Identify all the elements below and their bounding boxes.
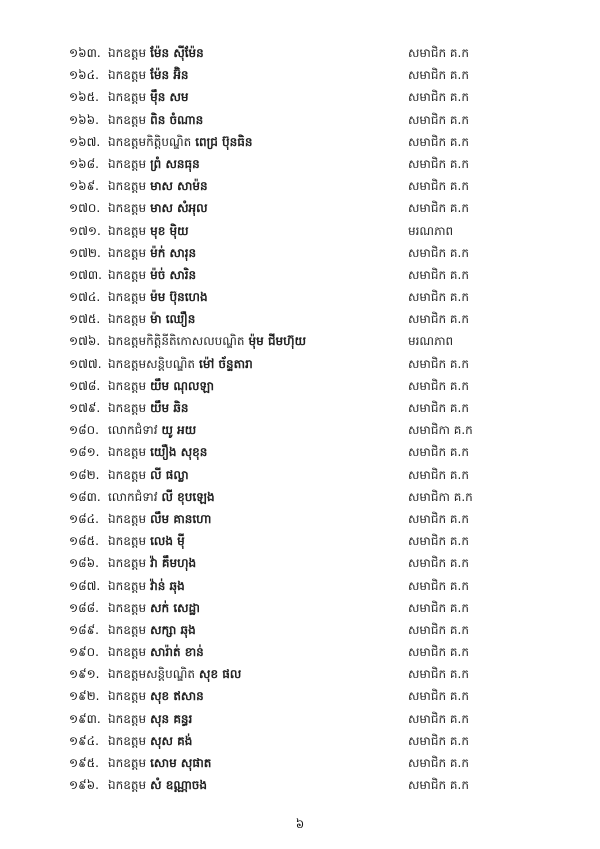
honorific: ឯកឧត្តម xyxy=(108,556,147,571)
item-number: ១៧៤. xyxy=(69,290,101,305)
list-item xyxy=(0,242,600,264)
member-name: ម៉ែន ស៊ីម៉ែន xyxy=(150,46,204,60)
honorific: ឯកឧត្តម xyxy=(108,445,147,460)
item-number: ១៨៦. xyxy=(69,556,99,571)
list-item xyxy=(0,774,600,796)
member-role: សមាជិក គ.ក xyxy=(408,711,469,726)
member-role: សមាជិក គ.ក xyxy=(408,622,469,637)
member-name: សារ៉ាត់ ខាន់ xyxy=(150,645,204,660)
member-name: ម៉ុម ជីមហ៊ុយ xyxy=(248,334,307,349)
item-number: ១៨៨. xyxy=(69,600,99,615)
member-name: សំ ឧណ្ណាចង xyxy=(150,778,208,793)
list-item xyxy=(0,175,600,197)
list-item xyxy=(0,131,600,153)
item-number: ១៧៥. xyxy=(69,312,101,327)
item-title xyxy=(108,752,211,774)
member-name: ម៉ឹន សម xyxy=(150,90,189,105)
item-number: ១៨៩. xyxy=(69,622,99,637)
item-title xyxy=(108,175,208,197)
member-name: ម៉ែន អ៊ិន xyxy=(150,68,189,83)
item-title xyxy=(108,109,203,131)
item-number: ១៦៧. xyxy=(69,134,101,149)
member-role: មរណភាព xyxy=(408,223,454,238)
item-number: ១៨៣. xyxy=(69,489,101,504)
item-title xyxy=(108,597,200,619)
honorific: ឯកឧត្តម xyxy=(108,90,147,105)
item-title xyxy=(108,774,207,796)
member-role: សមាជិក គ.ក xyxy=(408,90,469,105)
item-number: ១៧៨. xyxy=(69,378,101,393)
honorific: ឯកឧត្តម xyxy=(108,645,147,660)
honorific: ឯកឧត្តម xyxy=(108,600,147,615)
member-name: ម៉ៅ ច័ន្ទតារា xyxy=(199,356,253,371)
honorific: ឯកឧត្តម xyxy=(108,245,147,260)
member-name: យូ អយ xyxy=(161,423,197,438)
honorific: ឯកឧត្តម xyxy=(108,689,147,704)
item-number: ១៩៥. xyxy=(69,756,99,770)
item-title xyxy=(108,575,185,597)
member-name: ពេជ្រ ប៊ុនធិន xyxy=(195,134,253,149)
member-name: មាស សាម៉ន xyxy=(150,179,208,194)
item-title xyxy=(108,64,189,86)
item-title xyxy=(108,42,204,64)
member-role: សមាជិក គ.ក xyxy=(408,401,469,415)
item-title xyxy=(108,708,192,730)
member-name: សុស គង់ xyxy=(150,733,193,748)
member-role: សមាជិក គ.ក xyxy=(408,667,469,682)
member-name: លី ខុបឡេង xyxy=(161,489,215,504)
honorific: ឯកឧត្តមសន្តិបណ្ឌិត xyxy=(108,356,196,371)
member-name: វ៉ាន់ ឆុង xyxy=(150,578,185,593)
list-item xyxy=(0,353,600,375)
list-item xyxy=(0,86,600,108)
member-role: សមាជិក គ.ក xyxy=(408,600,469,615)
member-role: សមាជិក គ.ក xyxy=(408,534,469,549)
list-item xyxy=(0,308,600,330)
member-role: សមាជិក គ.ក xyxy=(408,733,469,748)
honorific: ឯកឧត្តម xyxy=(108,378,147,393)
member-role: សមាជិក គ.ក xyxy=(408,134,469,149)
list-item xyxy=(0,752,600,774)
item-number: ១៩៤. xyxy=(69,733,99,748)
member-name: ម៉ច់ សារិន xyxy=(150,267,197,282)
item-title xyxy=(108,685,204,707)
honorific: ឯកឧត្តម xyxy=(108,711,147,726)
member-name: ម៉ក់ សារុន xyxy=(150,245,197,260)
member-role: សមាជិក គ.ក xyxy=(408,511,469,526)
item-title xyxy=(108,730,192,752)
list-item xyxy=(0,419,600,441)
honorific: ឯកឧត្តម xyxy=(108,467,147,482)
list-item xyxy=(0,441,600,463)
member-name: ម៉ម ប៊ុនហេង xyxy=(150,290,208,305)
list-item xyxy=(0,508,600,530)
item-number: ១៧៣. xyxy=(69,267,102,282)
member-role: សមាជិក គ.ក xyxy=(408,445,469,460)
member-name: ព្រំ សនធុន xyxy=(150,156,200,171)
honorific: ឯកឧត្តម xyxy=(108,622,147,637)
item-number: ១៨៧. xyxy=(69,578,101,593)
member-name: សុន គន្ធរ xyxy=(150,711,193,726)
page-number: ៦ xyxy=(295,817,305,831)
member-role: សមាជិក គ.ក xyxy=(408,378,469,393)
item-number: ១៨០. xyxy=(69,423,99,438)
member-role: សមាជិក គ.ក xyxy=(408,68,469,83)
item-title xyxy=(108,264,196,286)
item-title xyxy=(108,464,189,486)
item-number: ១៦៥. xyxy=(69,90,99,105)
member-name: ពិន ចំណាន xyxy=(150,112,204,127)
item-title xyxy=(108,375,214,397)
list-item xyxy=(0,663,600,685)
member-name: យឹម ណុលឡា xyxy=(150,378,215,393)
item-title xyxy=(108,153,200,175)
item-number: ១៦៨. xyxy=(69,156,99,171)
item-number: ១៧៧. xyxy=(69,356,102,371)
member-name: យឿង សុខុន xyxy=(150,445,208,460)
member-name: វ៉ា គឹមហុង xyxy=(150,556,197,571)
item-title xyxy=(108,353,253,375)
item-number: ១៧២. xyxy=(69,245,101,260)
member-name: លេង ម៉ី xyxy=(150,534,185,549)
honorific: ឯកឧត្តម xyxy=(108,401,147,415)
list-item xyxy=(0,109,600,131)
list-item xyxy=(0,264,600,286)
member-role: សមាជិកា គ.ក xyxy=(408,489,473,504)
item-number: ១៨១. xyxy=(69,445,100,460)
honorific: ឯកឧត្តម xyxy=(108,68,147,83)
list-item xyxy=(0,464,600,486)
honorific: ឯកឧត្តម xyxy=(108,290,147,305)
item-title xyxy=(108,197,208,219)
list-item xyxy=(0,42,600,64)
member-role: សមាជិក គ.ក xyxy=(408,556,469,571)
list-item xyxy=(0,708,600,730)
item-number: ១៧០. xyxy=(69,201,101,216)
member-name: មុខ ម៉ិយ xyxy=(150,223,189,238)
item-title xyxy=(108,641,204,663)
honorific: ឯកឧត្តម xyxy=(108,201,147,216)
list-item xyxy=(0,619,600,641)
item-number: ១៩៣. xyxy=(69,711,101,726)
list-item xyxy=(0,375,600,397)
member-name: លឹម គានហោ xyxy=(150,511,212,526)
member-role: សមាជិក គ.ក xyxy=(408,179,469,194)
honorific: ឯកឧត្តម xyxy=(108,223,147,238)
honorific: ឯកឧត្តម xyxy=(108,756,147,770)
item-title xyxy=(108,242,196,264)
member-list xyxy=(0,42,600,796)
member-name: សុខ ផល xyxy=(199,667,242,682)
item-title xyxy=(108,530,185,552)
member-name: មាស សំអុល xyxy=(150,201,208,216)
item-number: ១៦៦. xyxy=(69,112,99,127)
member-role: សមាជិក គ.ក xyxy=(408,156,469,171)
honorific: លោកជំទាវ xyxy=(108,423,158,438)
list-item xyxy=(0,641,600,663)
item-title xyxy=(108,508,211,530)
item-title xyxy=(108,131,252,153)
member-role: សមាជិក គ.ក xyxy=(408,689,469,704)
list-item xyxy=(0,153,600,175)
member-name: សុខ ឥសាន xyxy=(150,689,204,704)
list-item xyxy=(0,220,600,242)
member-role: សមាជិក គ.ក xyxy=(408,245,469,260)
item-number: ១៩២. xyxy=(69,689,100,704)
member-name: ម៉ា ឈឿន xyxy=(150,312,196,327)
member-name: លី ផល្លា xyxy=(150,467,189,482)
item-title xyxy=(108,86,189,108)
item-title xyxy=(108,397,189,419)
honorific: ឯកឧត្តម xyxy=(108,267,147,282)
item-title xyxy=(108,220,189,242)
member-role: សមាជិក គ.ក xyxy=(408,578,469,593)
item-number: ១៩៦. xyxy=(69,778,99,793)
honorific: ឯកឧត្តម xyxy=(108,179,147,194)
item-number: ១៩០. xyxy=(69,645,99,660)
list-item xyxy=(0,530,600,552)
member-role: សមាជិក គ.ក xyxy=(408,645,469,660)
item-number: ១៧៩. xyxy=(69,401,101,415)
item-title xyxy=(108,486,215,508)
member-role: សមាជិក គ.ក xyxy=(408,290,469,305)
list-item xyxy=(0,486,600,508)
member-name: សក់ សេដ្ឋា xyxy=(150,600,200,615)
honorific: ឯកឧត្តម xyxy=(108,312,147,327)
member-role: សមាជិក គ.ក xyxy=(408,267,469,282)
list-item xyxy=(0,552,600,574)
list-item xyxy=(0,575,600,597)
honorific: ឯកឧត្តមសន្តិបណ្ឌិត xyxy=(108,667,196,682)
item-number: ១៨៤. xyxy=(69,511,99,526)
list-item xyxy=(0,397,600,419)
honorific: ឯកឧត្តម xyxy=(108,511,147,526)
member-name: សក្សា ឆុង xyxy=(150,622,196,637)
member-role: សមាជិក គ.ក xyxy=(408,112,469,127)
honorific: ឯកឧត្តមកិត្តិបណ្ឌិត xyxy=(108,134,192,149)
list-item xyxy=(0,597,600,619)
honorific: ឯកឧត្តម xyxy=(108,778,147,793)
member-role: មរណភាព xyxy=(408,334,454,349)
honorific: ឯកឧត្តម xyxy=(108,534,147,549)
member-role: សមាជិក គ.ក xyxy=(408,46,469,60)
member-role: សមាជិក គ.ក xyxy=(408,467,469,482)
honorific: ឯកឧត្តម xyxy=(108,46,147,60)
item-number: ១៦៩. xyxy=(69,179,99,194)
list-item xyxy=(0,286,600,308)
item-title xyxy=(108,441,207,463)
honorific: ឯកឧត្តម xyxy=(108,156,147,171)
member-role: សមាជិកា គ.ក xyxy=(408,423,473,438)
item-number: ១៩១. xyxy=(69,667,100,682)
item-title xyxy=(108,663,241,685)
member-role: សមាជិក គ.ក xyxy=(408,201,469,216)
item-number: ១៧១. xyxy=(69,223,101,238)
member-name: សោម សុផាត xyxy=(150,756,212,770)
item-title xyxy=(108,286,208,308)
item-title xyxy=(108,330,306,352)
list-item xyxy=(0,685,600,707)
item-title xyxy=(108,308,195,330)
item-number: ១៦៤. xyxy=(69,68,99,83)
honorific: ឯកឧត្តម xyxy=(108,733,147,748)
item-number: ១៨៥. xyxy=(69,534,99,549)
item-number: ១៦៣. xyxy=(69,46,101,60)
list-item xyxy=(0,64,600,86)
member-role: សមាជិក គ.ក xyxy=(408,778,469,793)
honorific: ឯកឧត្តមកិត្តិនីតិកោសលបណ្ឌិត xyxy=(108,334,245,349)
member-role: សមាជិក គ.ក xyxy=(408,312,469,327)
member-role: សមាជិក គ.ក xyxy=(408,756,469,770)
honorific: ឯកឧត្តម xyxy=(108,112,147,127)
item-number: ១៨២. xyxy=(69,467,100,482)
honorific: ឯកឧត្តម xyxy=(108,578,147,593)
item-title xyxy=(108,419,196,441)
member-name: យឹម ឆិន xyxy=(150,401,189,415)
honorific: លោកជំទាវ xyxy=(108,489,158,504)
list-item xyxy=(0,330,600,352)
member-role: សមាជិក គ.ក xyxy=(408,356,469,371)
item-title xyxy=(108,619,196,641)
list-item xyxy=(0,730,600,752)
item-number: ១៧៦. xyxy=(69,334,101,349)
item-title xyxy=(108,552,196,574)
list-item xyxy=(0,197,600,219)
